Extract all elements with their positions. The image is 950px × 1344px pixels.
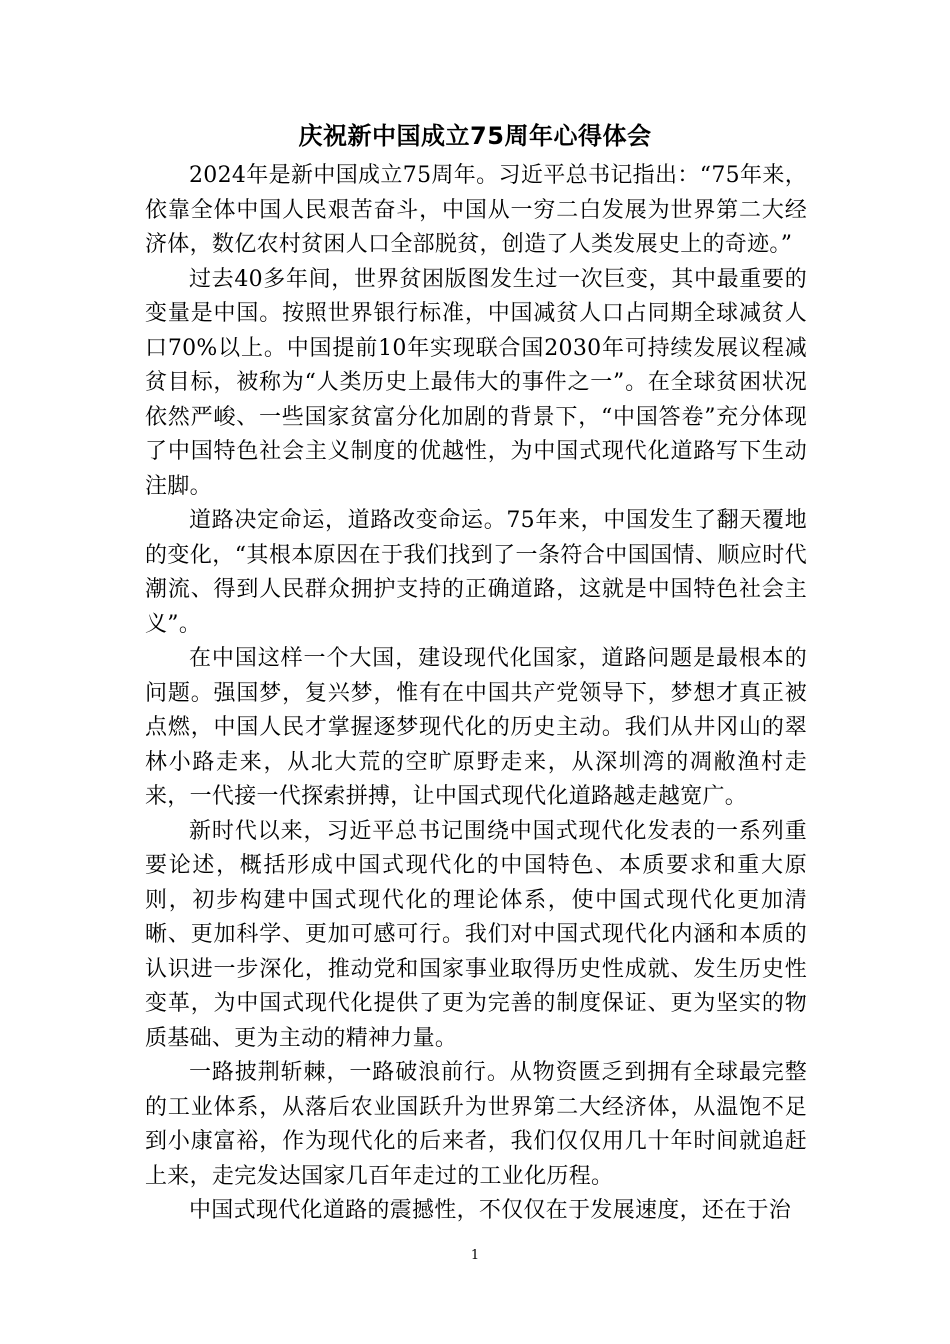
paragraph: 新时代以来，习近平总书记围绕中国式现代化发表的一系列重要论述，概括形成中国式现代化的中国特色、本质要求和重大原则，初步构建中国式现代化的理论体系，使中国式现代化更加清晰、更加科学、更加可感可行。我们对中国式现代化内涵和本质的认识进一步深化，推动党和国家事业取得历史性成就、发生历史性变革，为中国式现代化提供了更为完善的制度保证、更为坚实的物质基础、更为主动的精神力量。 [145, 818, 807, 1051]
paragraph: 过去40多年间，世界贫困版图发生过一次巨变，其中最重要的变量是中国。按照世界银行标准，中国减贫人口占同期全球减贫人口70%以上。中国提前10年实现联合国2030年可持续发展议程减贫目标，被称为“人类历史上最伟大的事件之一”。在全球贫困状况依然严峻、一些国家贫富分化加剧的背景下，“中国答卷”充分体现了中国特色社会主义制度的优越性，为中国式现代化道路写下生动注脚。 [145, 266, 807, 499]
paragraph: 在中国这样一个大国，建设现代化国家，道路问题是最根本的问题。强国梦，复兴梦，惟有在中国共产党领导下，梦想才真正被点燃，中国人民才掌握逐梦现代化的历史主动。我们从井冈山的翠林小路走来，从北大荒的空旷原野走来，从深圳湾的凋敝渔村走来，一代接一代探索拼搏，让中国式现代化道路越走越宽广。 [145, 646, 807, 809]
paragraph: 2024年是新中国成立75周年。习近平总书记指出：“75年来，依靠全体中国人民艰苦奋斗，中国从一穷二白发展为世界第二大经济体，数亿农村贫困人口全部脱贫，创造了人类发展史上的奇迹。” [145, 163, 807, 257]
paragraph: 道路决定命运，道路改变命运。75年来，中国发生了翻天覆地的变化，“其根本原因在于我们找到了一条符合中国国情、顺应时代潮流、得到人民群众拥护支持的正确道路，这就是中国特色社会主义”。 [145, 508, 807, 637]
document-body [145, 159, 807, 1229]
page-number: 1 [470, 1248, 480, 1263]
paragraph: 中国式现代化道路的震撼性，不仅仅在于发展速度，还在于治 [189, 1198, 792, 1223]
paragraph: 一路披荆斩棘，一路破浪前行。从物资匮乏到拥有全球最完整的工业体系，从落后农业国跃升为世界第二大经济体，从温饱不足到小康富裕，作为现代化的后来者，我们仅仅用几十年时间就追赶上来，走完发达国家几百年走过的工业化历程。 [145, 1060, 807, 1189]
document-title: 庆祝新中国成立75周年心得体会 [298, 122, 652, 150]
